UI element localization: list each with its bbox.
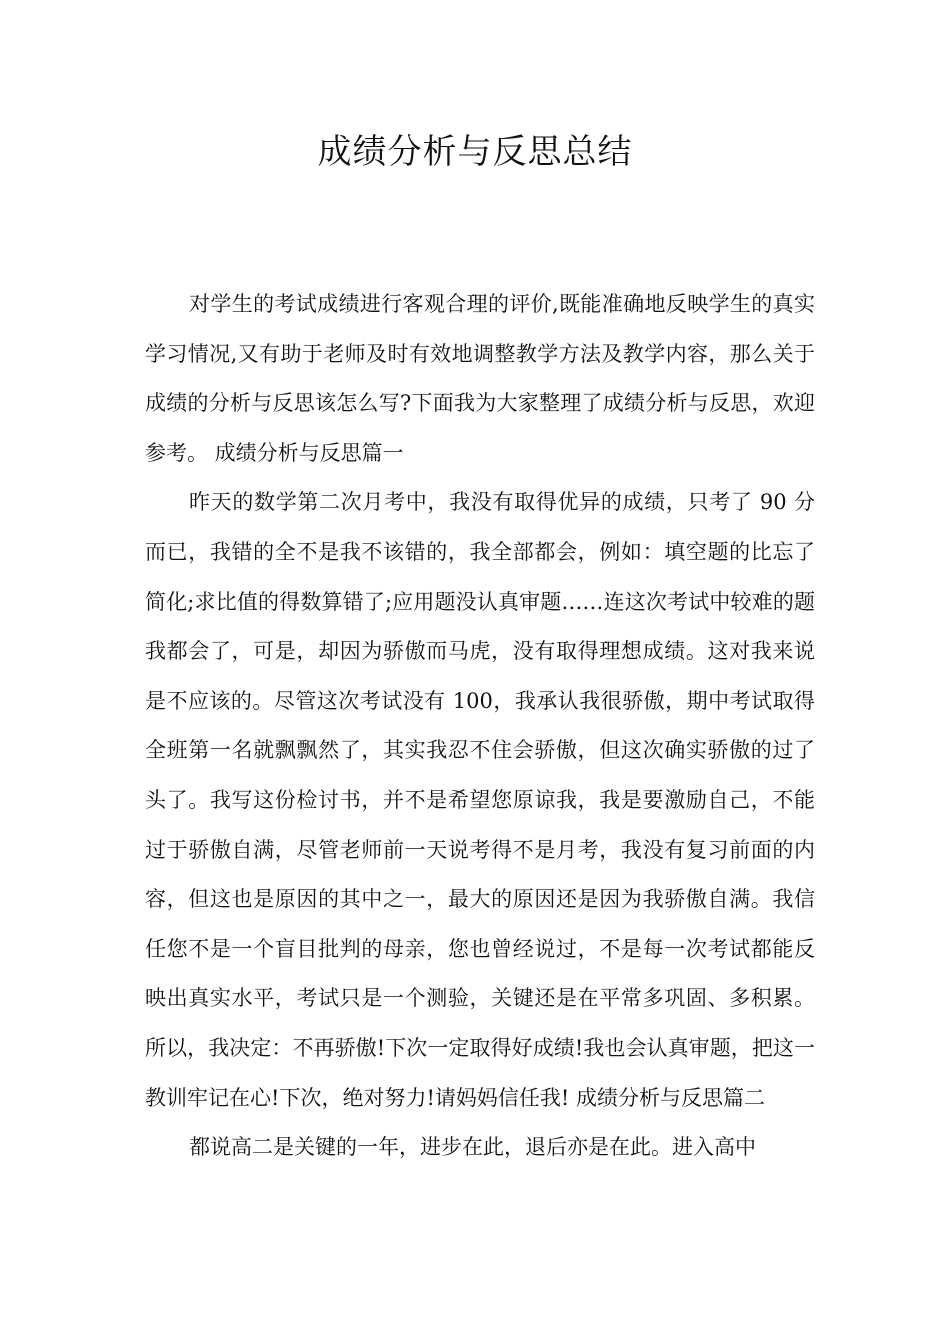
paragraph-part-two: 都说高二是关键的一年，进步在此，退后亦是在此。进入高中 <box>189 1135 756 1160</box>
document-title: 成绩分析与反思总结 <box>317 132 633 172</box>
paragraph-intro: 对学生的考试成绩进行客观合理的评价,既能准确地反映学生的真实学习情况,又有助于老师及时有效地调整教学方法及教学内容，那么关于成绩的分析与反思该怎么写?下面我为大家整理了成绩分析与反思，欢迎参考。 成绩分析与反思篇一 <box>145 292 815 465</box>
document-body <box>145 280 815 1173</box>
paragraph-part-one: 昨天的数学第二次月考中，我没有取得优异的成绩，只考了 90 分而已，我错的全不是我不该错的，我全部都会，例如：填空题的比忘了简化;求比值的得数算错了;应用题没认真审题……连这次考试中较难的题我都会了，可是，却因为骄傲而马虎，没有取得理想成绩。这对我来说是不应该的。尽管这次考试没有 100，我承认我很骄傲，期中考试取得全班第一名就飘飘然了，其实我忍不住会骄傲，但这次确实骄傲的过了头了。我写这份检讨书，并不是希望您原谅我，我是要激励自己，不能过于骄傲自满，尽管老师前一天说考得不是月考，我没有复习前面的内容，但这也是原因的其中之一，最大的原因还是因为我骄傲自满。我信任您不是一个盲目批判的母亲，您也曾经说过，不是每一次考试都能反映出真实水平，考试只是一个测验，关键还是在平常多巩固、多积累。所以，我决定：不再骄傲!下次一定取得好成绩!我也会认真审题，把这一教训牢记在心!下次，绝对努力!请妈妈信任我! 成绩分析与反思篇二 <box>145 490 815 1110</box>
